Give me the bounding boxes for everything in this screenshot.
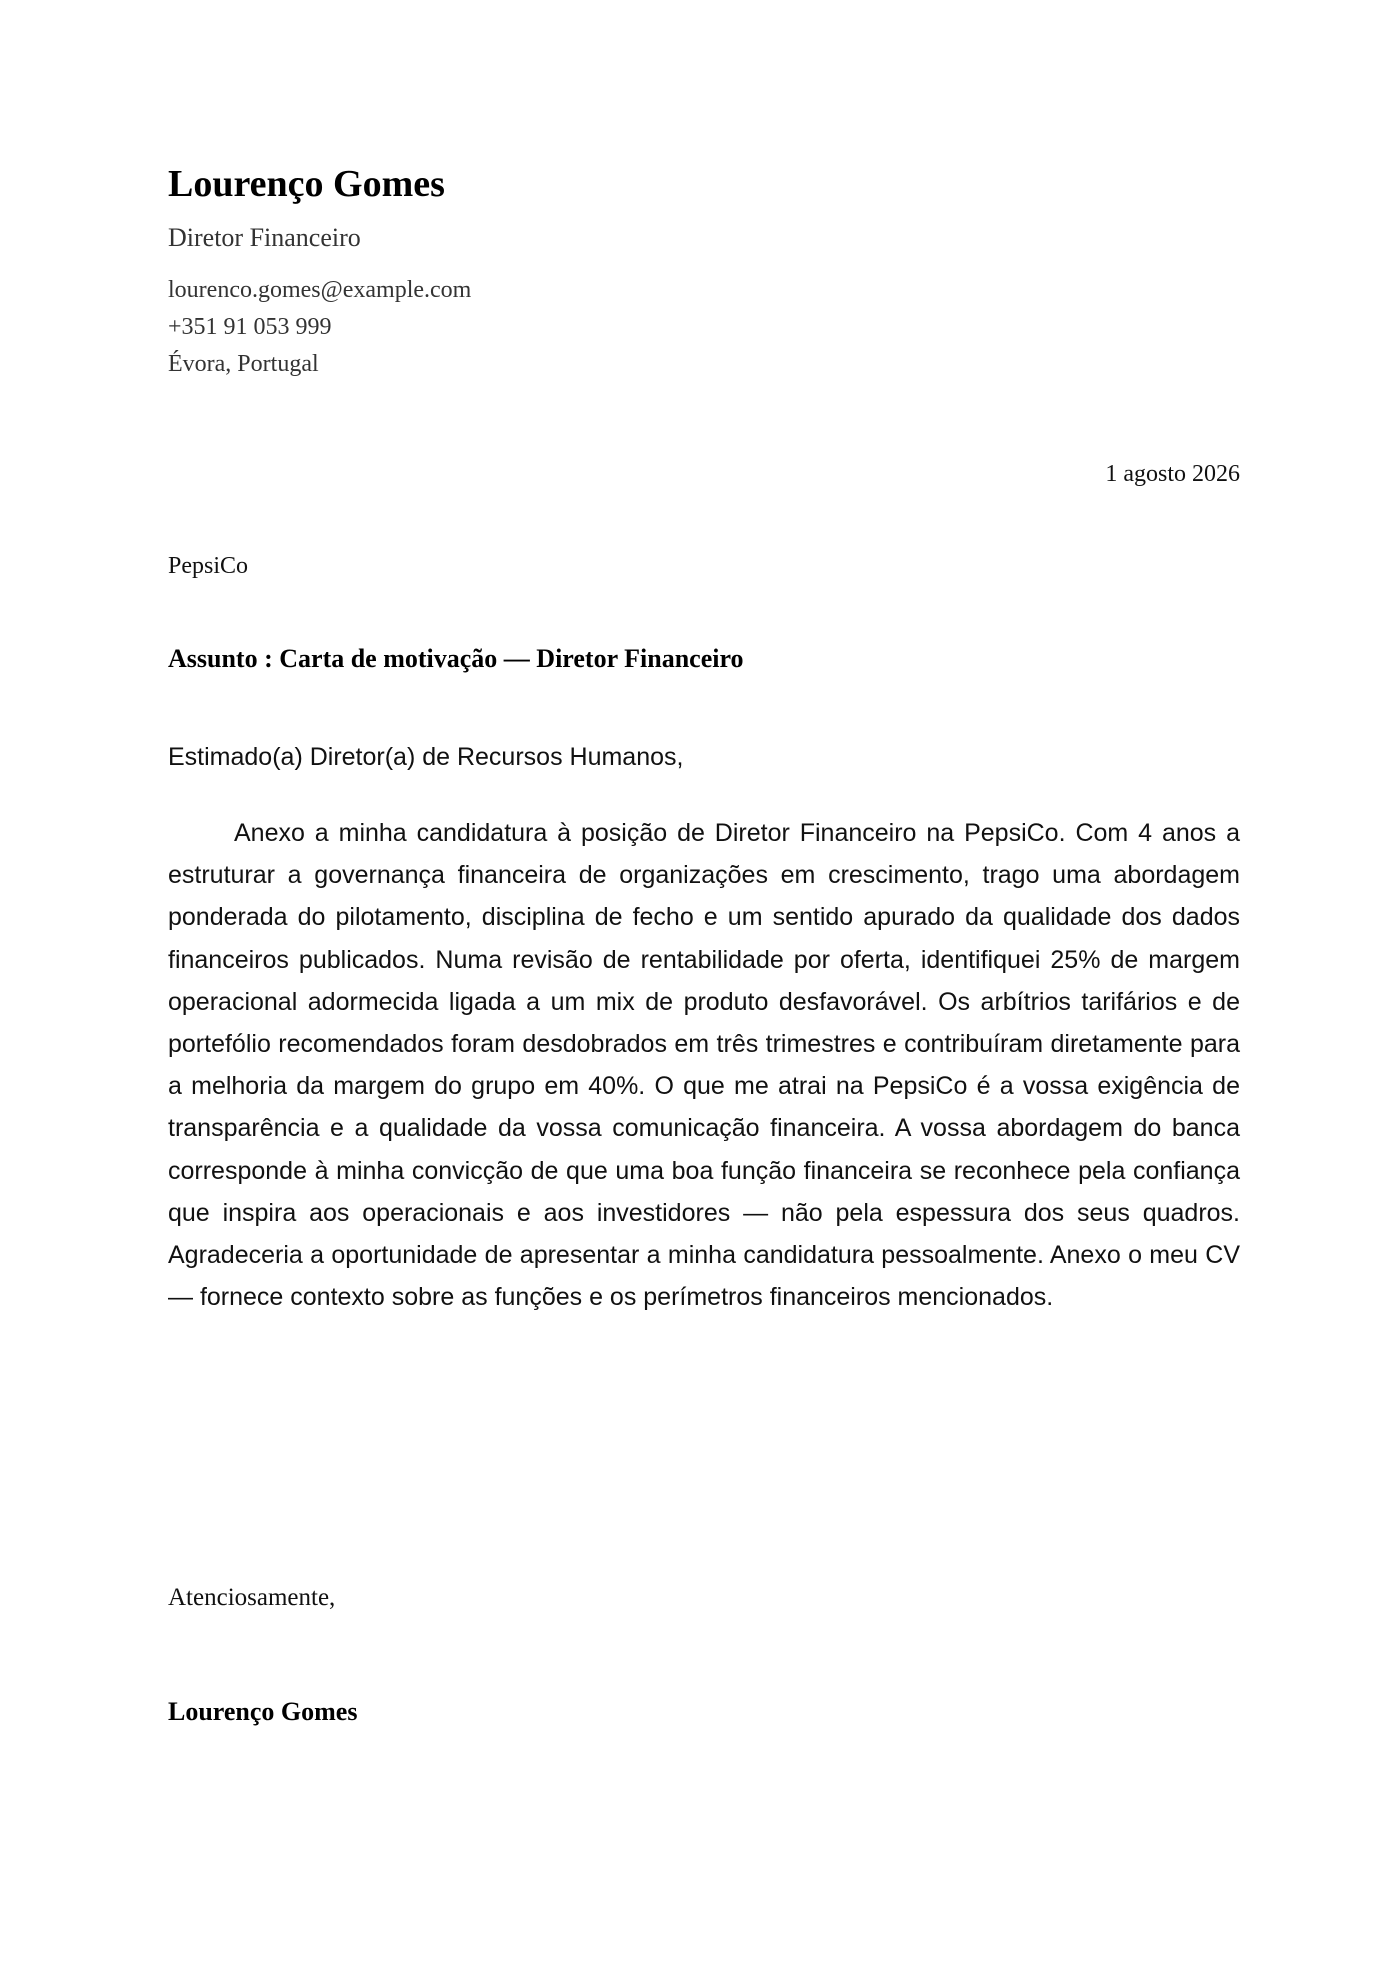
letter-body: Anexo a minha candidatura à posição de Diretor Financeiro na PepsiCo. Com 4 anos a estruturar a governança financeira de organizações em crescimento, trago uma abordagem ponderada do pilotamento, disciplina de fecho e um sentido apurado da qualidade dos dados financeiros publicados. Numa revisão de rentabilidade por oferta, identifiquei 25% de margem operacional adormecida ligada a um mix de produto desfavorável. Os arbítrios tarifários e de portefólio recomendados foram desdobrados em três trimestres e contribuíram diretamente para a melhoria da margem do grupo em 40%. O que me atrai na PepsiCo é a vossa exigência de transparência e a qualidade da vossa comunicação financeira. A vossa abordagem do banca corresponde à minha convicção de que uma boa função financeira se reconhece pela confiança que inspira aos operacionais e aos investidores — não pela espessura dos seus quadros. Agradeceria a oportunidade de apresentar a minha candidatura pessoalmente. Anexo o meu CV — fornece contexto sobre as funções e os perímetros financeiros mencionados. <box>168 819 1240 1312</box>
signature: Lourenço Gomes <box>168 1697 358 1726</box>
salutation: Estimado(a) Diretor(a) de Recursos Humanos, <box>168 743 684 771</box>
recipient: PepsiCo <box>168 553 249 579</box>
sender-phone: +351 91 053 999 <box>168 314 332 340</box>
closing: Atenciosamente, <box>168 1584 336 1611</box>
subject-line: Assunto : Carta de motivação — Diretor Financeiro <box>168 644 744 673</box>
sender-email: lourenco.gomes@example.com <box>168 277 472 303</box>
sender-location: Évora, Portugal <box>168 351 319 377</box>
sender-contact <box>168 272 1240 383</box>
cover-letter <box>168 160 1240 1726</box>
letter-date: 1 agosto 2026 <box>1105 461 1240 487</box>
sender-name: Lourenço Gomes <box>168 163 445 205</box>
sender-role: Diretor Financeiro <box>168 223 361 252</box>
